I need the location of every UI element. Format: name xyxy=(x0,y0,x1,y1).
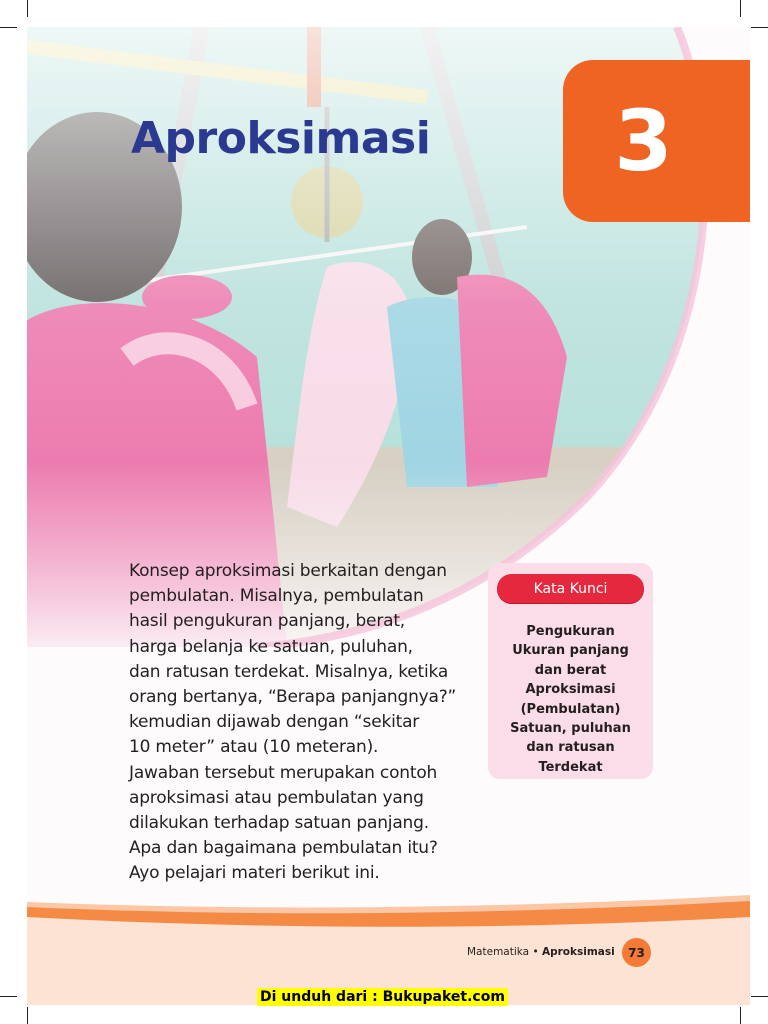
chapter-number: 3 xyxy=(614,92,673,190)
crop-mark xyxy=(740,1007,741,1024)
keywords-box xyxy=(488,563,653,779)
footer-subject: Matematika xyxy=(467,946,530,958)
intro-line: 10 meter” atau (10 meteran). xyxy=(129,737,379,758)
keyword-item: Pengukuran xyxy=(526,624,615,639)
crop-mark xyxy=(740,0,741,17)
intro-line: orang bertanya, “Berapa panjangnya?” xyxy=(129,687,457,708)
intro-line: Jawaban tersebut merupakan contoh xyxy=(129,762,438,783)
crop-mark xyxy=(751,27,768,28)
keyword-item: dan ratusan xyxy=(526,740,615,756)
chapter-title: Aproksimasi xyxy=(131,113,431,164)
keyword-item: Satuan, puluhan xyxy=(510,721,631,737)
download-source-note: Di unduh dari : Bukupaket.com xyxy=(257,988,508,1006)
keywords-list xyxy=(488,622,653,777)
intro-line: dilakukan terhadap satuan panjang. xyxy=(129,813,429,834)
intro-line: Apa dan bagaimana pembulatan itu? xyxy=(129,838,438,859)
keywords-heading: Kata Kunci xyxy=(497,574,644,603)
keyword-item: Aproksimasi xyxy=(525,682,616,698)
intro-line: kemudian dijawab dengan “sekitar xyxy=(129,712,420,733)
intro-line: pembulatan. Misalnya, pembulatan xyxy=(129,586,424,607)
intro-line: aproksimasi atau pembulatan yang xyxy=(129,787,424,808)
intro-line: harga belanja ke satuan, puluhan, xyxy=(129,636,413,657)
footer-separator: • xyxy=(529,946,542,958)
book-page xyxy=(27,27,750,1005)
running-footer xyxy=(467,946,615,958)
keyword-item: (Pembulatan) xyxy=(520,701,621,717)
keyword-item: Terdekat xyxy=(538,759,603,775)
intro-paragraph xyxy=(129,559,489,887)
crop-mark xyxy=(0,27,17,28)
crop-mark xyxy=(0,996,17,997)
keyword-item: Ukuran panjang xyxy=(512,643,629,659)
chapter-number-tab xyxy=(563,60,750,222)
crop-mark xyxy=(27,1007,28,1024)
crop-mark xyxy=(27,0,28,17)
intro-line: Ayo pelajari materi berikut ini. xyxy=(129,863,380,884)
footer-topic: Aproksimasi xyxy=(541,946,615,958)
page-number: 73 xyxy=(622,938,651,967)
intro-line: dan ratusan terdekat. Misalnya, ketika xyxy=(129,661,449,682)
intro-line: Konsep aproksimasi berkaitan dengan xyxy=(129,561,447,581)
crop-mark xyxy=(751,996,768,997)
intro-line: hasil pengukuran panjang, berat, xyxy=(129,611,405,632)
keyword-item: dan berat xyxy=(534,662,607,678)
